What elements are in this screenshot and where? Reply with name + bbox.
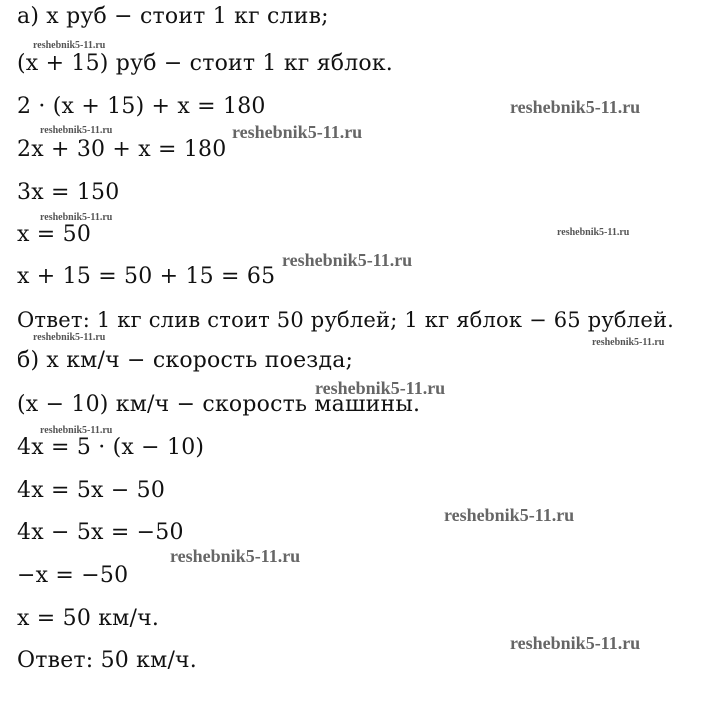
text-line-16: Ответ: 50 км/ч. — [17, 648, 197, 673]
text-line-2: (x + 15) руб − стоит 1 кг яблок. — [17, 51, 393, 76]
text-line-3: 2 · (x + 15) + x = 180 — [17, 94, 266, 119]
watermark: reshebnik5-11.ru — [33, 332, 106, 343]
text-line-4: 2x + 30 + x = 180 — [17, 137, 227, 162]
text-line-8: Ответ: 1 кг слив стоит 50 рублей; 1 кг яблок − 65 рублей. — [17, 308, 675, 332]
watermark: reshebnik5-11.ru — [232, 122, 363, 142]
watermark: reshebnik5-11.ru — [592, 337, 665, 348]
text-line-13: 4x − 5x = −50 — [17, 520, 184, 545]
text-line-11: 4x = 5 · (x − 10) — [17, 435, 205, 460]
text-line-15: x = 50 км/ч. — [17, 606, 160, 631]
watermark: reshebnik5-11.ru — [40, 212, 113, 223]
watermark: reshebnik5-11.ru — [510, 633, 641, 653]
watermark: reshebnik5-11.ru — [557, 227, 630, 238]
watermark: reshebnik5-11.ru — [282, 250, 413, 270]
watermark: reshebnik5-11.ru — [170, 546, 301, 566]
text-line-1: а) x руб − стоит 1 кг слив; — [17, 4, 329, 29]
watermark: reshebnik5-11.ru — [33, 40, 106, 51]
text-line-10: (x − 10) км/ч − скорость машины. — [17, 392, 421, 417]
text-line-9: б) x км/ч − скорость поезда; — [17, 348, 354, 373]
watermark: reshebnik5-11.ru — [315, 378, 446, 398]
text-line-12: 4x = 5x − 50 — [17, 478, 166, 503]
watermark: reshebnik5-11.ru — [510, 97, 641, 117]
text-line-6: x = 50 — [17, 222, 92, 247]
text-line-5: 3x = 150 — [17, 180, 120, 205]
watermark: reshebnik5-11.ru — [444, 505, 575, 525]
text-line-14: −x = −50 — [17, 563, 129, 588]
watermark: reshebnik5-11.ru — [40, 425, 113, 436]
watermark: reshebnik5-11.ru — [40, 125, 113, 136]
text-line-7: x + 15 = 50 + 15 = 65 — [17, 264, 276, 289]
